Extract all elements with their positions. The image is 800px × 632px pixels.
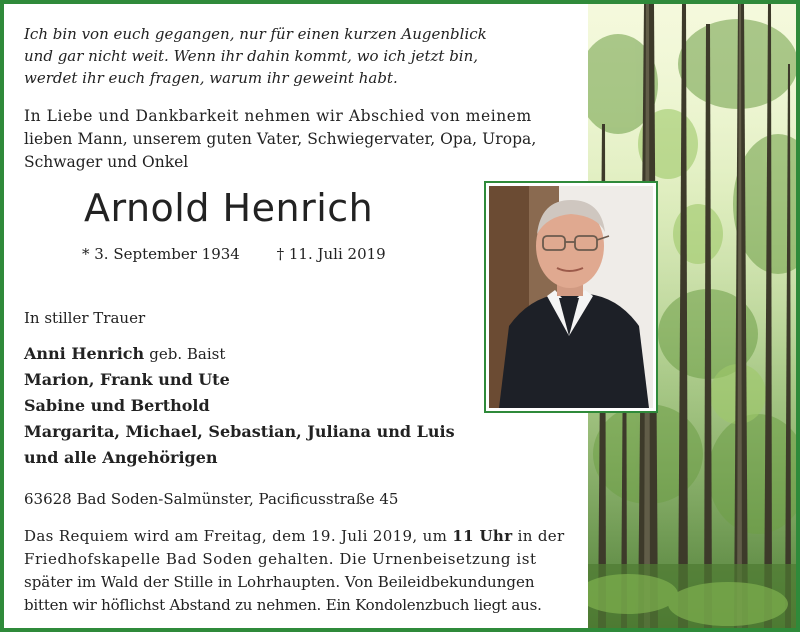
mourners-list xyxy=(24,341,455,471)
intro-line: In Liebe und Dankbarkeit nehmen wir Abschied von meinem xyxy=(24,107,532,125)
requiem-text-part: Das Requiem wird am Freitag, dem 19. Juli 2019, um xyxy=(24,527,453,545)
portrait-photo xyxy=(489,186,653,408)
life-dates xyxy=(82,245,386,263)
mourner-line: und alle Angehörigen xyxy=(24,448,218,467)
poem-line: werdet ihr euch fragen, warum ihr geweint habt. xyxy=(24,69,398,87)
poem xyxy=(24,23,564,89)
requiem-time: 11 Uhr xyxy=(452,527,513,545)
mourner-line xyxy=(24,341,455,367)
poem-line: Ich bin von euch gegangen, nur für einen kurzen Augenblick xyxy=(24,25,487,43)
requiem-line: später im Wald der Stille in Lohrhaupten. Von Beileidbekundungen xyxy=(24,573,535,591)
requiem-line: bitten wir höflichst Abstand zu nehmen. Ein Kondolenzbuch liegt aus. xyxy=(24,596,542,614)
mourner-line: Margarita, Michael, Sebastian, Juliana und Luis xyxy=(24,422,455,441)
requiem-line xyxy=(24,525,576,548)
intro-line: lieben Mann, unserem guten Vater, Schwiegervater, Opa, Uropa, xyxy=(24,130,537,148)
requiem-text-part: in der xyxy=(512,527,565,545)
address: 63628 Bad Soden-Salmünster, Pacificusstraße 45 xyxy=(24,490,399,508)
mourning-heading: In stiller Trauer xyxy=(24,309,146,327)
portrait-frame xyxy=(484,181,658,413)
intro-line: Schwager und Onkel xyxy=(24,153,189,171)
mourner-line: Marion, Frank und Ute xyxy=(24,370,230,389)
birth-date: * 3. September 1934 xyxy=(82,245,240,263)
mourner-name: Anni Henrich xyxy=(24,344,145,363)
deceased-name: Arnold Henrich xyxy=(84,186,374,230)
requiem-text xyxy=(24,525,576,617)
mourner-line: Sabine und Berthold xyxy=(24,396,210,415)
intro-text xyxy=(24,105,576,174)
poem-line: und gar nicht weit. Wenn ihr dahin kommt, wo ich jetzt bin, xyxy=(24,47,479,65)
mourner-maiden-name: geb. Baist xyxy=(149,345,226,363)
death-date: † 11. Juli 2019 xyxy=(276,245,386,263)
requiem-line: Friedhofskapelle Bad Soden gehalten. Die Urnenbeisetzung ist xyxy=(24,550,537,568)
